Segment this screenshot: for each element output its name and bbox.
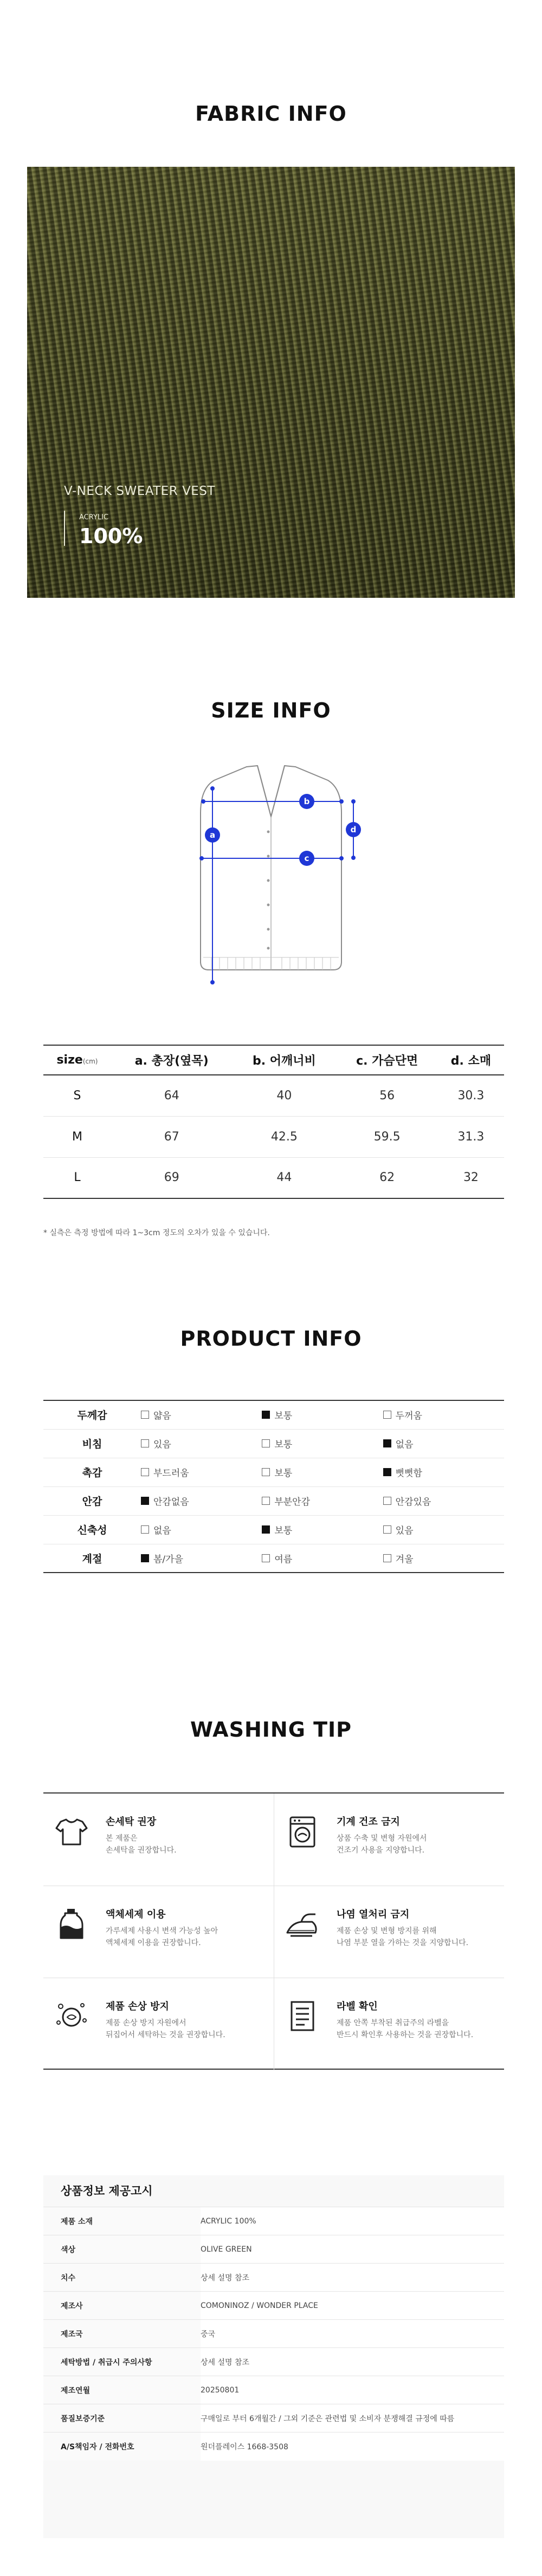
- product-option: [141, 1494, 189, 1508]
- product-option-cell: [262, 1544, 383, 1573]
- product-option-label: 여름: [274, 1554, 293, 1565]
- size-value: 44: [232, 1157, 336, 1198]
- checkbox-unchecked: [141, 1468, 149, 1476]
- notice-value: ACRYLIC 100%: [201, 2207, 504, 2235]
- washing-row: [43, 1978, 504, 2070]
- product-attribute-label: 두께감: [43, 1400, 141, 1429]
- product-option-label: 없음: [395, 1439, 414, 1450]
- detergent-bottle-icon: [54, 1907, 89, 1941]
- checkbox-unchecked: [383, 1525, 391, 1534]
- table-row: [43, 1075, 504, 1116]
- wash-item-hand-wash: [43, 1794, 274, 1886]
- product-option: [383, 1437, 414, 1450]
- measure-label-b: [299, 794, 314, 809]
- notice-key: 세탁방법 / 취급시 주의사항: [43, 2348, 201, 2376]
- product-option-cell: [141, 1515, 262, 1544]
- size-note: * 실측은 측정 방법에 따라 1~3cm 정도의 오차가 있을 수 있습니다.: [43, 1229, 270, 1237]
- checkbox-unchecked: [141, 1411, 149, 1419]
- product-option: [141, 1465, 189, 1479]
- product-option-cell: [262, 1400, 383, 1429]
- product-option: [383, 1551, 414, 1565]
- size-value: 64: [111, 1075, 233, 1116]
- wash-item-no-dryer: [274, 1794, 504, 1886]
- product-option-label: 보통: [274, 1525, 293, 1536]
- product-option-label: 보통: [274, 1439, 293, 1450]
- product-option-cell: [383, 1458, 504, 1486]
- fabric-divider-line: [64, 511, 65, 546]
- wash-item-title: 기계 건조 금지: [337, 1816, 400, 1828]
- checkbox-unchecked: [262, 1439, 270, 1447]
- washing-tip-grid: [43, 1792, 504, 2070]
- wash-item-title: 제품 손상 방지: [106, 2001, 169, 2012]
- product-option-cell: [262, 1458, 383, 1486]
- notice-value: 원더플레이스 1668-3508: [201, 2432, 504, 2461]
- product-option-label: 보통: [274, 1411, 293, 1422]
- fabric-product-name: V-NECK SWEATER VEST: [64, 484, 215, 498]
- column-header-a: a. 총장(옆목): [111, 1045, 233, 1075]
- checkbox-unchecked: [262, 1468, 270, 1476]
- size-label: S: [43, 1075, 111, 1116]
- product-row: [43, 1458, 504, 1486]
- checkbox-checked: [262, 1525, 270, 1534]
- table-row: [43, 2235, 504, 2264]
- product-option-cell: [141, 1429, 262, 1458]
- hand-wash-icon: [54, 1999, 89, 2033]
- product-row: [43, 1515, 504, 1544]
- size-value: 40: [232, 1075, 336, 1116]
- product-option-label: 두꺼움: [395, 1411, 422, 1422]
- wash-item-damage-prevention: [43, 1978, 274, 2070]
- notice-key: 제조사: [43, 2292, 201, 2320]
- product-option-cell: [141, 1458, 262, 1486]
- checkbox-unchecked: [141, 1525, 149, 1534]
- product-option: [262, 1551, 292, 1565]
- notice-key: 치수: [43, 2264, 201, 2292]
- product-row: [43, 1400, 504, 1429]
- product-option-cell: [262, 1486, 383, 1515]
- checkbox-checked: [141, 1497, 149, 1505]
- svg-text:b: b: [304, 797, 310, 806]
- product-option-label: 봄/가을: [153, 1554, 183, 1565]
- size-value: 31.3: [438, 1116, 504, 1157]
- wash-item-desc: 제품 손상 방지 자원에서 뒤집어서 세탁하는 것을 권장합니다.: [106, 2019, 225, 2039]
- product-row: [43, 1429, 504, 1458]
- table-row: [43, 2264, 504, 2292]
- measure-label-c: [299, 851, 314, 866]
- product-option-cell: [383, 1429, 504, 1458]
- product-option: [141, 1408, 171, 1421]
- washing-machine-icon: [285, 1814, 320, 1849]
- checkbox-checked: [141, 1554, 149, 1562]
- notice-key: 제조연월: [43, 2376, 201, 2404]
- notice-value: 상세 설명 참조: [201, 2264, 504, 2292]
- product-option: [383, 1408, 422, 1421]
- notice-value: 중국: [201, 2320, 504, 2348]
- svg-text:a: a: [209, 830, 216, 840]
- measure-label-a: [205, 827, 220, 843]
- product-attribute-label: 촉감: [43, 1458, 141, 1486]
- checkbox-checked: [383, 1468, 391, 1476]
- product-option-cell: [383, 1515, 504, 1544]
- product-option-label: 겨울: [395, 1554, 414, 1565]
- wash-item-title: 액체세제 이용: [106, 1909, 166, 1920]
- product-option-cell: [383, 1486, 504, 1515]
- product-option: [141, 1523, 171, 1536]
- product-option-cell: [141, 1400, 262, 1429]
- wash-item-title: 나염 열처리 금지: [337, 1909, 410, 1920]
- wash-item-desc: 제품 안쪽 부착된 취급주의 라벨을 반드시 확인후 사용하는 것을 권장합니다.: [337, 2019, 474, 2039]
- size-value: 69: [111, 1157, 233, 1198]
- washing-tip-title: WASHING TIP: [190, 1718, 352, 1742]
- product-option: [141, 1551, 183, 1565]
- size-table-header: [43, 1045, 504, 1075]
- product-info-table: [43, 1400, 504, 1573]
- product-option-label: 부분안감: [274, 1497, 311, 1508]
- product-option-label: 부드러움: [153, 1468, 189, 1479]
- iron-icon: [285, 1907, 320, 1941]
- size-diagram: [179, 756, 363, 989]
- product-option-cell: [141, 1544, 262, 1573]
- table-row: [43, 2376, 504, 2404]
- wash-item-desc: 가루세제 사용시 변색 가능성 높아 액체세제 이용을 권장합니다.: [106, 1927, 218, 1947]
- product-attribute-label: 안감: [43, 1486, 141, 1515]
- product-option-label: 있음: [153, 1439, 171, 1450]
- product-notice-table: [43, 2207, 504, 2461]
- product-option-cell: [141, 1486, 262, 1515]
- svg-text:c: c: [304, 853, 309, 863]
- product-option-label: 있음: [395, 1525, 414, 1536]
- product-row: [43, 1486, 504, 1515]
- column-header-b: b. 어깨너비: [232, 1045, 336, 1075]
- notice-value: COMONINOZ / WONDER PLACE: [201, 2292, 504, 2320]
- product-option-label: 없음: [153, 1525, 171, 1536]
- product-option-cell: [262, 1429, 383, 1458]
- checkbox-checked: [262, 1411, 270, 1419]
- table-row: [43, 2207, 504, 2235]
- tshirt-icon: [54, 1814, 89, 1849]
- size-label: L: [43, 1157, 111, 1198]
- wash-item-no-heat-print: [274, 1886, 504, 1978]
- product-attribute-label: 계절: [43, 1544, 141, 1573]
- size-value: 56: [336, 1075, 437, 1116]
- product-option: [262, 1408, 292, 1421]
- product-option: [383, 1494, 431, 1508]
- notice-value: 20250801: [201, 2376, 504, 2404]
- notice-value: 구매일로 부터 6개월간 / 그외 기준은 관련법 및 소비자 분쟁해결 규정에 따름: [201, 2404, 504, 2432]
- product-notice-title: 상품정보 제공고시: [61, 2184, 153, 2197]
- product-option: [262, 1523, 292, 1536]
- checkbox-checked: [383, 1439, 391, 1447]
- wash-item-check-label: [274, 1978, 504, 2070]
- product-attribute-label: 신축성: [43, 1515, 141, 1544]
- wash-item-title: 손세탁 권장: [106, 1816, 157, 1828]
- notice-key: 제조국: [43, 2320, 201, 2348]
- fabric-material-value: 100%: [79, 524, 143, 548]
- table-row: [43, 2432, 504, 2461]
- notice-key: A/S책임자 / 전화번호: [43, 2432, 201, 2461]
- wash-item-liquid-detergent: [43, 1886, 274, 1978]
- size-column-header: size(cm): [43, 1045, 111, 1075]
- product-option-label: 안감없음: [153, 1497, 189, 1508]
- label-icon: [285, 1999, 320, 2033]
- product-row: [43, 1544, 504, 1573]
- fabric-info-title: FABRIC INFO: [195, 102, 347, 126]
- fabric-texture-image: [27, 167, 515, 598]
- product-option: [262, 1437, 292, 1450]
- notice-value: OLIVE GREEN: [201, 2235, 504, 2264]
- table-row: [43, 2404, 504, 2432]
- table-row: [43, 1116, 504, 1157]
- checkbox-unchecked: [383, 1554, 391, 1562]
- size-value: 62: [336, 1157, 437, 1198]
- size-value: 59.5: [336, 1116, 437, 1157]
- notice-value: 상세 설명 참조: [201, 2348, 504, 2376]
- wash-item-title: 라벨 확인: [337, 2001, 378, 2012]
- column-header-d: d. 소매: [438, 1045, 504, 1075]
- column-header-c: c. 가슴단면: [336, 1045, 437, 1075]
- size-value: 32: [438, 1157, 504, 1198]
- product-option-cell: [383, 1544, 504, 1573]
- product-option-label: 보통: [274, 1468, 293, 1479]
- checkbox-unchecked: [262, 1554, 270, 1562]
- size-table: [43, 1045, 504, 1199]
- notice-key: 색상: [43, 2235, 201, 2264]
- checkbox-unchecked: [383, 1411, 391, 1419]
- fabric-material-label: ACRYLIC: [79, 513, 109, 521]
- size-value: 67: [111, 1116, 233, 1157]
- table-row: [43, 1157, 504, 1198]
- notice-key: 품질보증기준: [43, 2404, 201, 2432]
- product-info-title: PRODUCT INFO: [180, 1327, 362, 1351]
- washing-row: [43, 1886, 504, 1978]
- wash-item-desc: 제품 손상 및 변형 방지를 위해 나염 부분 열을 가하는 것을 지양합니다.: [337, 1927, 469, 1947]
- checkbox-unchecked: [141, 1439, 149, 1447]
- product-option: [141, 1437, 171, 1450]
- product-option-label: 안감있음: [395, 1497, 431, 1508]
- measure-label-d: [346, 822, 361, 837]
- product-option: [383, 1465, 422, 1479]
- checkbox-unchecked: [383, 1497, 391, 1505]
- washing-row: [43, 1794, 504, 1886]
- svg-text:d: d: [350, 825, 357, 834]
- size-value: 42.5: [232, 1116, 336, 1157]
- wash-item-desc: 상품 수축 및 변형 자원에서 건조기 사용을 지양합니다.: [337, 1834, 427, 1855]
- product-option-label: 뻣뻣함: [395, 1468, 422, 1479]
- size-label: M: [43, 1116, 111, 1157]
- table-row: [43, 2320, 504, 2348]
- product-option: [262, 1494, 310, 1508]
- product-option-label: 얇음: [153, 1411, 171, 1422]
- notice-key: 제품 소재: [43, 2207, 201, 2235]
- product-option: [383, 1523, 414, 1536]
- table-row: [43, 2292, 504, 2320]
- wash-item-desc: 본 제품은 손세탁을 권장합니다.: [106, 1834, 177, 1855]
- product-option: [262, 1465, 292, 1479]
- product-option-cell: [262, 1515, 383, 1544]
- product-attribute-label: 비침: [43, 1429, 141, 1458]
- product-option-cell: [383, 1400, 504, 1429]
- table-row: [43, 2348, 504, 2376]
- size-info-title: SIZE INFO: [211, 699, 331, 722]
- size-value: 30.3: [438, 1075, 504, 1116]
- checkbox-unchecked: [262, 1497, 270, 1505]
